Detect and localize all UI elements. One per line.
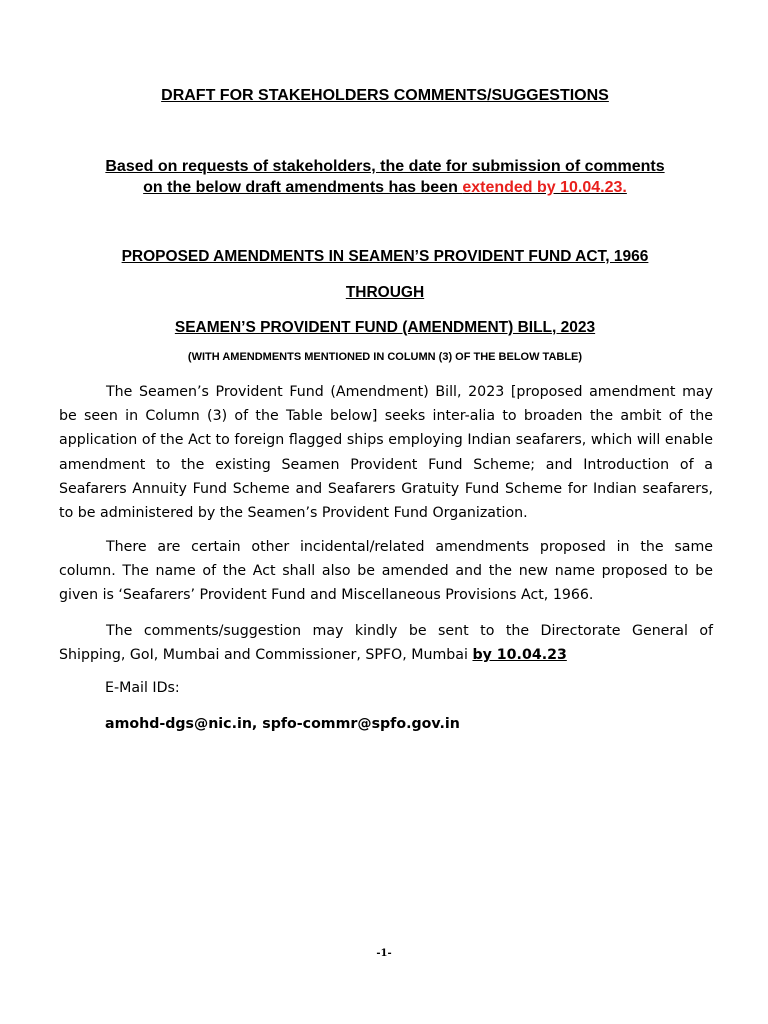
submission-deadline: by 10.04.23 bbox=[472, 647, 567, 664]
extended-date-text: extended by 10.04.23. bbox=[462, 179, 627, 196]
notice-line-2-prefix: on the below draft amendments has been bbox=[143, 179, 463, 196]
notice-line-1: Based on requests of stakeholders, the date for submission of comments bbox=[105, 158, 665, 175]
bill-title: SEAMEN’S PROVIDENT FUND (AMENDMENT) BILL, 2023 bbox=[174, 319, 596, 336]
email-label: E-Mail IDs: bbox=[105, 680, 180, 696]
page-number: -1- bbox=[376, 948, 392, 959]
paragraph-submission-instructions bbox=[59, 619, 713, 667]
column-note: (WITH AMENDMENTS MENTIONED IN COLUMN (3) OF THE BELOW TABLE) bbox=[187, 351, 583, 363]
paragraph-bill-summary: The Seamen’s Provident Fund (Amendment) Bill, 2023 [proposed amendment may be seen in Column (3) of the Table below] seeks inter-alia to broaden the ambit of the application of the Act to foreign flagged ships employing Indian seafarers, which will enable amendment to the existing Seamen Provident Fund Scheme; and Introduction of a Seafarers Annuity Fund Scheme and Seafarers Gratuity Fund Scheme for Indian seafarers, to be administered by the Seamen’s Provident Fund Organization. bbox=[59, 384, 713, 522]
extension-notice bbox=[40, 156, 730, 198]
notice-line-2 bbox=[40, 177, 730, 198]
email-addresses[interactable]: amohd-dgs@nic.in, spfo-commr@spfo.gov.in bbox=[105, 716, 460, 732]
through-title: THROUGH bbox=[345, 284, 425, 301]
submission-text: The comments/suggestion may kindly be sent to the Directorate General of Shipping, GoI, Mumbai and Commissioner, SPFO, Mumbai bbox=[59, 623, 713, 664]
paragraph-incidental-amendments: There are certain other incidental/related amendments proposed in the same column. The name of the Act shall also be amended and the new name proposed to be given is ‘Seafarers’ Provident Fund and Miscellaneous Provisions Act, 1966. bbox=[59, 539, 713, 604]
draft-heading: DRAFT FOR STAKEHOLDERS COMMENTS/SUGGESTIONS bbox=[161, 87, 609, 104]
proposed-amendments-title: PROPOSED AMENDMENTS IN SEAMEN’S PROVIDENT FUND ACT, 1966 bbox=[121, 248, 649, 265]
